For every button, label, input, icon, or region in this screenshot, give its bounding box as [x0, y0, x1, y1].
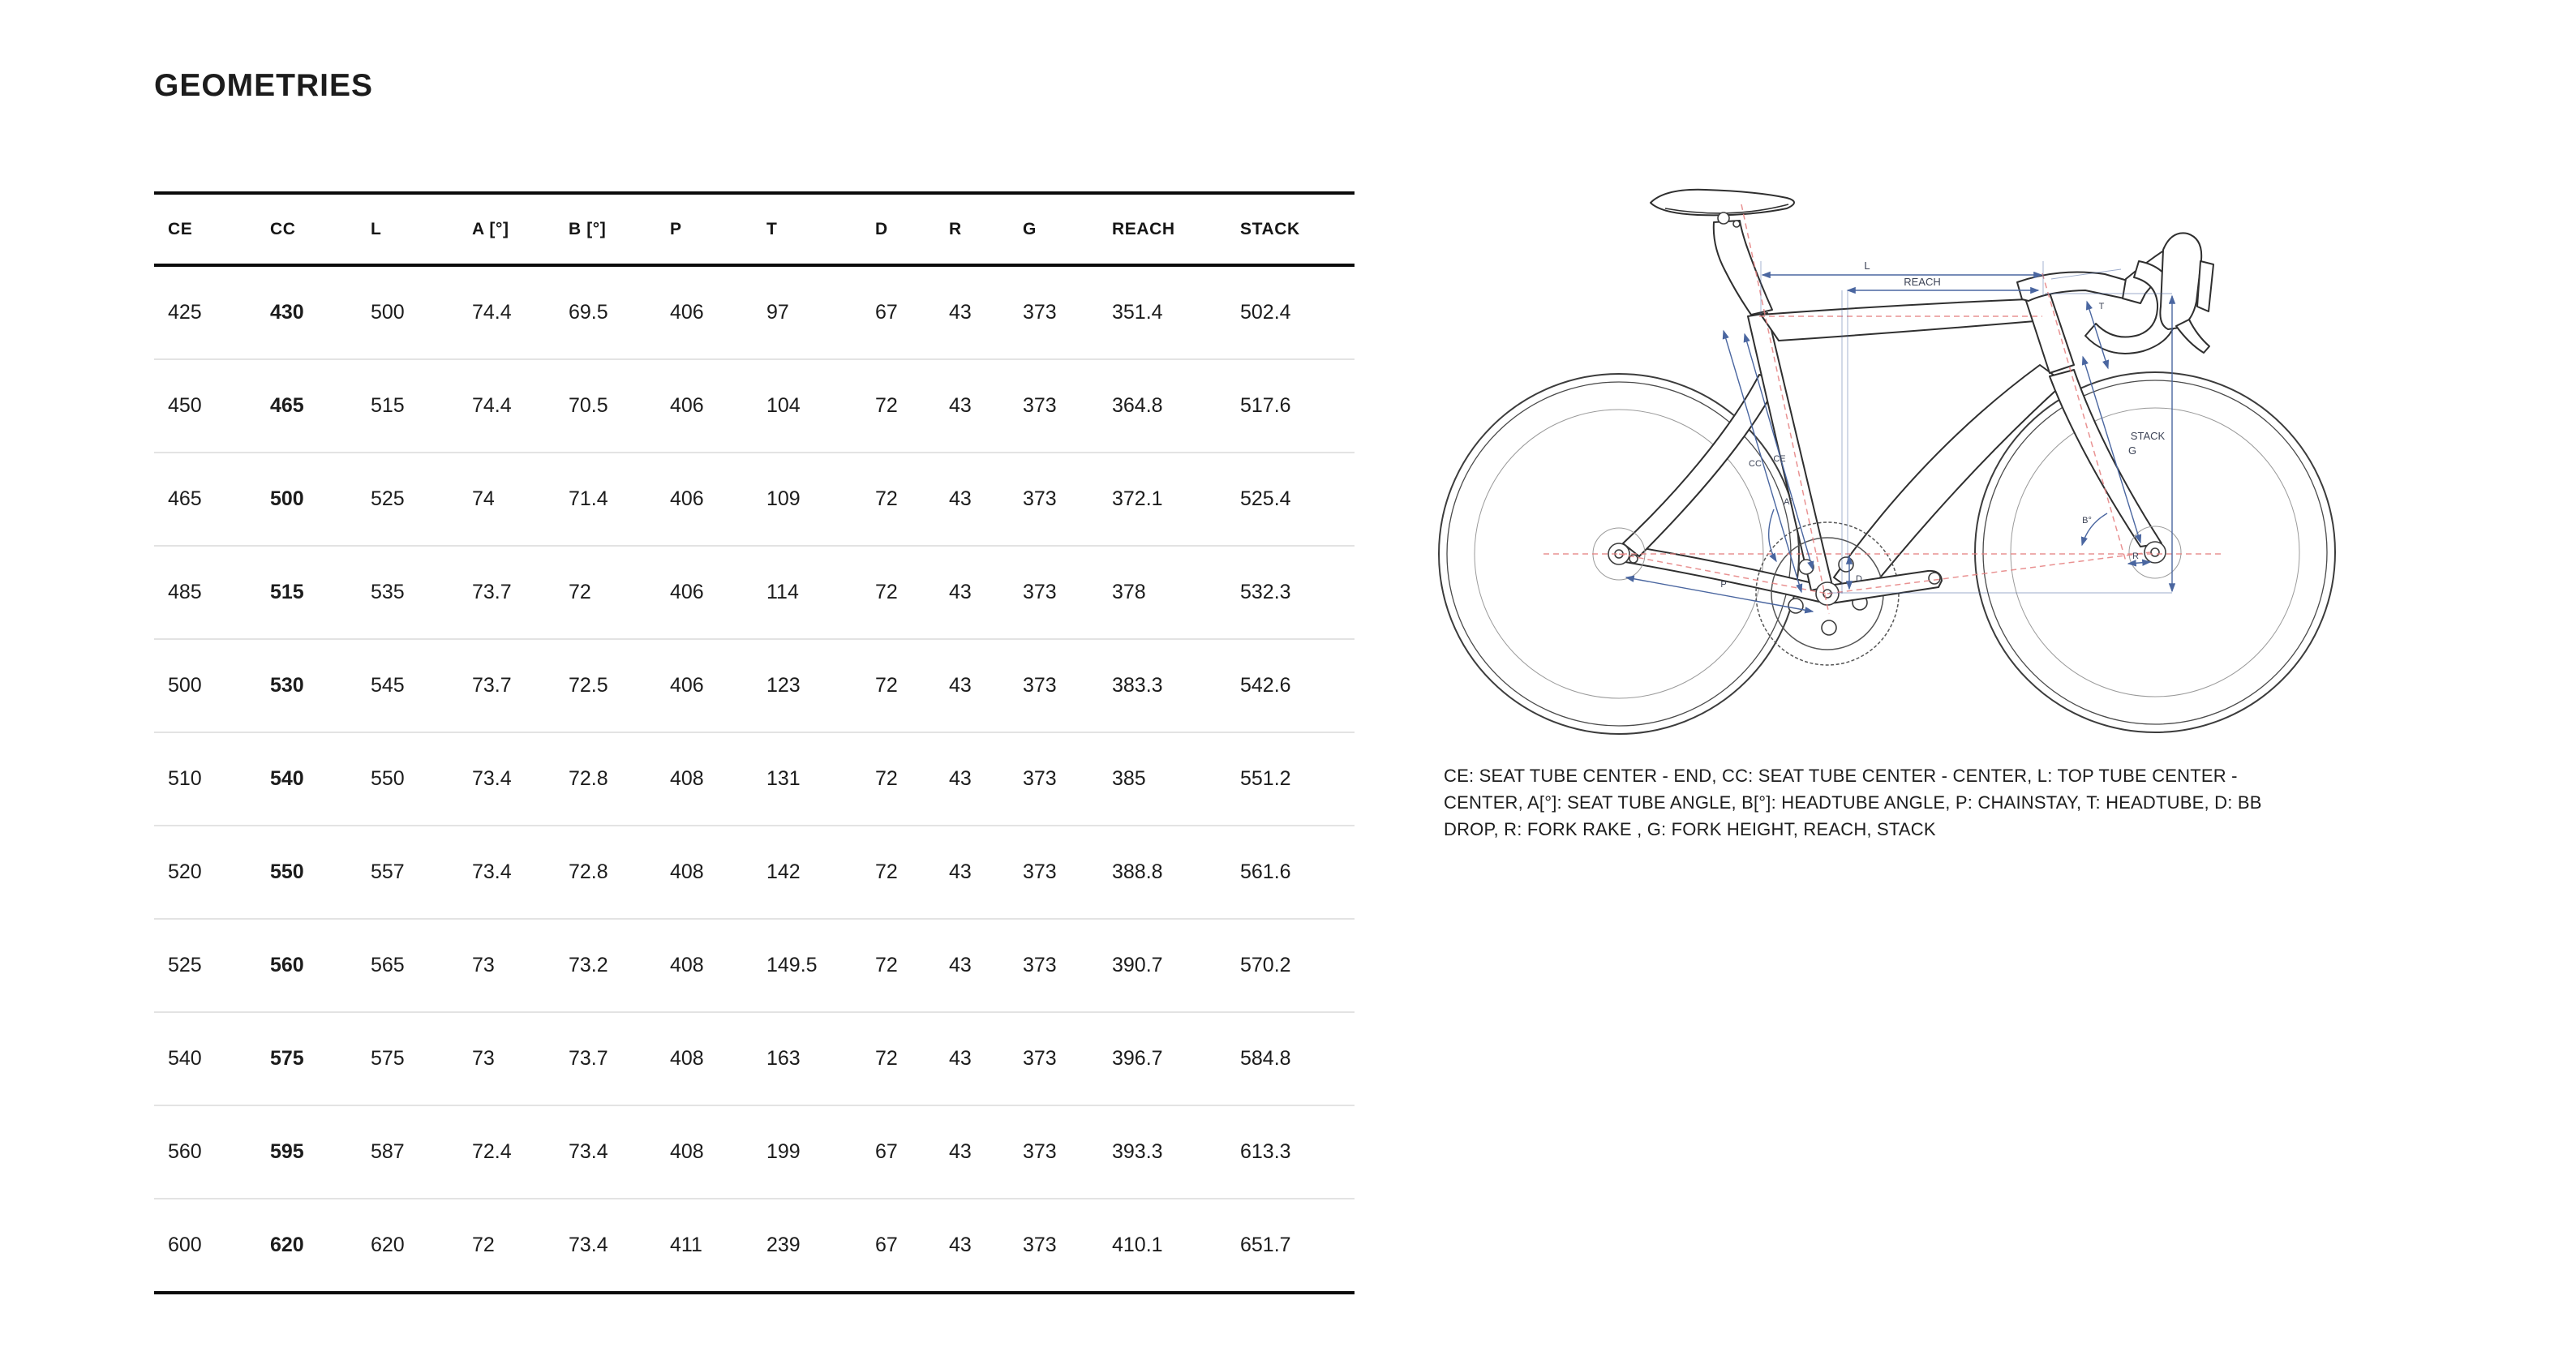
column-header: CE: [154, 193, 256, 265]
table-cell: 502.4: [1240, 301, 1291, 324]
saddle: [1651, 190, 1794, 216]
table-cell: 520: [168, 860, 202, 883]
table-cell: 72: [472, 1234, 495, 1256]
table-cell: 43: [949, 1234, 972, 1256]
table-cell: 390.7: [1112, 954, 1163, 976]
table-cell: 73.7: [569, 1047, 608, 1070]
table-cell: 540: [270, 767, 304, 790]
table-cell: 43: [949, 767, 972, 790]
table-cell: 535: [371, 581, 405, 603]
table-cell: 97: [766, 301, 789, 324]
table-cell: 72: [875, 954, 898, 976]
table-cell: 43: [949, 581, 972, 603]
column-header: CC: [256, 193, 357, 265]
table-cell: 570.2: [1240, 954, 1291, 976]
geometry-table: [154, 191, 1355, 1294]
table-cell: 72: [569, 581, 591, 603]
table-cell: 72.8: [569, 767, 608, 790]
legend-text: CE: SEAT TUBE CENTER - END, CC: SEAT TUBE CENTER - CENTER, L: TOP TUBE CENTER - CENTER, A[°]: SEAT TUBE ANGLE, B[°]: HEADTUBE ANGLE, P: CHAINSTAY, T: HEADTUBE, D: BB DROP, R: FORK RAKE , G: FORK HEIGHT, REACH, STACK: [1444, 766, 2262, 839]
table-cell: 530: [270, 674, 304, 697]
table-row: [154, 359, 1355, 453]
table-cell: 199: [766, 1140, 801, 1163]
label-A: A°: [1784, 497, 1793, 507]
table-cell: 43: [949, 1140, 972, 1163]
table-cell: 74.4: [472, 301, 512, 324]
table-row: [154, 1012, 1355, 1105]
label-stack: STACK: [2130, 430, 2166, 442]
table-row: [154, 1105, 1355, 1199]
lever-detail: [2197, 261, 2213, 311]
column-header: R: [935, 193, 1009, 265]
table-cell: 73.7: [472, 581, 512, 603]
table-cell: 74.4: [472, 394, 512, 417]
table-cell: 43: [949, 301, 972, 324]
table-cell: 72: [875, 581, 898, 603]
table-row: [154, 639, 1355, 732]
table-cell: 613.3: [1240, 1140, 1291, 1163]
table-cell: 388.8: [1112, 860, 1163, 883]
table-row: [154, 1199, 1355, 1293]
column-header: A [°]: [458, 193, 555, 265]
table-cell: 372.1: [1112, 487, 1163, 510]
table-cell: 72.5: [569, 674, 608, 697]
bike-geometry-diagram: [1438, 139, 2346, 757]
table-cell: 620: [371, 1234, 405, 1256]
table-cell: 406: [670, 674, 704, 697]
brake-lever-blade: [2176, 320, 2209, 353]
column-header: P: [656, 193, 753, 265]
table-cell: 540: [168, 1047, 202, 1070]
table-cell: 72: [875, 394, 898, 417]
column-header: STACK: [1226, 193, 1355, 265]
table-cell: 373: [1023, 487, 1057, 510]
table-cell: 525: [371, 487, 405, 510]
table-cell: 500: [270, 487, 304, 510]
table-cell: 406: [670, 301, 704, 324]
column-header: G: [1009, 193, 1098, 265]
label-P: P: [1720, 580, 1727, 590]
table-cell: 406: [670, 487, 704, 510]
table-cell: 408: [670, 1140, 704, 1163]
table-cell: 500: [371, 301, 405, 324]
dim-R: [2128, 562, 2150, 564]
table-cell: 73: [472, 1047, 495, 1070]
table-cell: 396.7: [1112, 1047, 1163, 1070]
table-cell: 72: [875, 1047, 898, 1070]
table-cell: 72: [875, 860, 898, 883]
table-row: [154, 453, 1355, 546]
table-cell: 373: [1023, 767, 1057, 790]
table-cell: 485: [168, 581, 202, 603]
column-header: REACH: [1098, 193, 1226, 265]
seat-clamp: [1718, 212, 1729, 224]
label-T: T: [2098, 302, 2105, 311]
table-row: [154, 919, 1355, 1012]
table-cell: 551.2: [1240, 767, 1291, 790]
table-cell: 410.1: [1112, 1234, 1163, 1256]
table-cell: 70.5: [569, 394, 608, 417]
table-cell: 406: [670, 394, 704, 417]
down-tube: [1834, 365, 2064, 599]
stem: [2017, 272, 2127, 301]
table-cell: 163: [766, 1047, 801, 1070]
table-cell: 465: [168, 487, 202, 510]
table-cell: 550: [371, 767, 405, 790]
table-cell: 545: [371, 674, 405, 697]
label-D: D: [1856, 574, 1862, 584]
table-cell: 69.5: [569, 301, 608, 324]
table-cell: 550: [270, 860, 304, 883]
table-cell: 406: [670, 581, 704, 603]
table-cell: 532.3: [1240, 581, 1291, 603]
table-cell: 542.6: [1240, 674, 1291, 697]
label-CC: CC: [1749, 459, 1762, 469]
table-cell: 123: [766, 674, 801, 697]
table-cell: 73.7: [472, 674, 512, 697]
table-cell: 239: [766, 1234, 801, 1256]
table-cell: 74: [472, 487, 495, 510]
label-G: G: [2127, 444, 2137, 457]
table-cell: 72: [875, 674, 898, 697]
table-cell: 525: [168, 954, 202, 976]
table-cell: 408: [670, 860, 704, 883]
table-cell: 43: [949, 954, 972, 976]
table-header-row: [154, 193, 1355, 265]
table-cell: 72: [875, 767, 898, 790]
table-cell: 385: [1112, 767, 1146, 790]
table-cell: 67: [875, 301, 898, 324]
seat-tube: [1748, 313, 1832, 590]
table-cell: 515: [371, 394, 405, 417]
table-cell: 595: [270, 1140, 304, 1163]
table-cell: 373: [1023, 394, 1057, 417]
table-cell: 575: [371, 1047, 405, 1070]
table-cell: 450: [168, 394, 202, 417]
fork: [2050, 370, 2162, 547]
table-cell: 67: [875, 1140, 898, 1163]
table-cell: 408: [670, 767, 704, 790]
table-cell: 373: [1023, 301, 1057, 324]
table-row: [154, 826, 1355, 919]
table-cell: 43: [949, 487, 972, 510]
table-row: [154, 546, 1355, 639]
column-header: T: [753, 193, 861, 265]
table-cell: 109: [766, 487, 801, 510]
table-cell: 43: [949, 394, 972, 417]
table-body: [154, 265, 1355, 1293]
table-cell: 373: [1023, 581, 1057, 603]
seatpost: [1714, 221, 1772, 315]
frame: [1623, 190, 2213, 602]
table-cell: 373: [1023, 674, 1057, 697]
table-cell: 364.8: [1112, 394, 1163, 417]
table-cell: 560: [270, 954, 304, 976]
label-L: L: [1864, 260, 1870, 272]
table-cell: 584.8: [1240, 1047, 1291, 1070]
table-cell: 393.3: [1112, 1140, 1163, 1163]
table-cell: 373: [1023, 1140, 1057, 1163]
table-cell: 565: [371, 954, 405, 976]
table-cell: 525.4: [1240, 487, 1291, 510]
table-cell: 575: [270, 1047, 304, 1070]
table-cell: 43: [949, 860, 972, 883]
table-cell: 73.2: [569, 954, 608, 976]
table-row: [154, 265, 1355, 359]
table-cell: 373: [1023, 860, 1057, 883]
table-cell: 72.8: [569, 860, 608, 883]
label-R: R: [2132, 551, 2139, 561]
table-cell: 378: [1112, 581, 1146, 603]
table-cell: 114: [766, 581, 799, 603]
table-cell: 131: [766, 767, 801, 790]
table-cell: 67: [875, 1234, 898, 1256]
table-cell: 71.4: [569, 487, 608, 510]
table-cell: 561.6: [1240, 860, 1291, 883]
table-cell: 73.4: [569, 1234, 608, 1256]
table-cell: 411: [670, 1234, 702, 1256]
table-cell: 651.7: [1240, 1234, 1291, 1256]
table-cell: 517.6: [1240, 394, 1291, 417]
column-header: B [°]: [555, 193, 656, 265]
table-cell: 557: [371, 860, 405, 883]
table-cell: 600: [168, 1234, 202, 1256]
table-cell: 500: [168, 674, 202, 697]
table-cell: 425: [168, 301, 202, 324]
table-cell: 351.4: [1112, 301, 1163, 324]
pedal-axle: [1929, 573, 1940, 584]
table-cell: 560: [168, 1140, 202, 1163]
brake-lever-body: [2160, 233, 2201, 329]
table-cell: 373: [1023, 1047, 1057, 1070]
table-cell: 43: [949, 1047, 972, 1070]
table-cell: 373: [1023, 954, 1057, 976]
table-cell: 510: [168, 767, 202, 790]
table-cell: 73.4: [472, 767, 512, 790]
table-cell: 149.5: [766, 954, 818, 976]
table-cell: 73.4: [472, 860, 512, 883]
label-B: B°: [2082, 516, 2092, 526]
table-row: [154, 732, 1355, 826]
table-cell: 72.4: [472, 1140, 512, 1163]
top-tube: [1761, 299, 2035, 341]
page-title: GEOMETRIES: [154, 68, 374, 103]
table-cell: 587: [371, 1140, 405, 1163]
head-tube: [2025, 290, 2074, 373]
table-cell: 373: [1023, 1234, 1057, 1256]
table-cell: 465: [270, 394, 304, 417]
table-cell: 104: [766, 394, 801, 417]
table-cell: 73.4: [569, 1140, 608, 1163]
table-cell: 408: [670, 954, 704, 976]
label-reach: REACH: [1904, 276, 1941, 288]
table-cell: 73: [472, 954, 495, 976]
table-cell: 142: [766, 860, 801, 883]
table-cell: 408: [670, 1047, 704, 1070]
table-cell: 72: [875, 487, 898, 510]
table-cell: 515: [270, 581, 304, 603]
table-cell: 383.3: [1112, 674, 1163, 697]
column-header: D: [861, 193, 935, 265]
table-cell: 43: [949, 674, 972, 697]
column-header: L: [357, 193, 458, 265]
label-CE: CE: [1773, 454, 1786, 464]
table-cell: 620: [270, 1234, 304, 1256]
table-cell: 430: [270, 301, 304, 324]
